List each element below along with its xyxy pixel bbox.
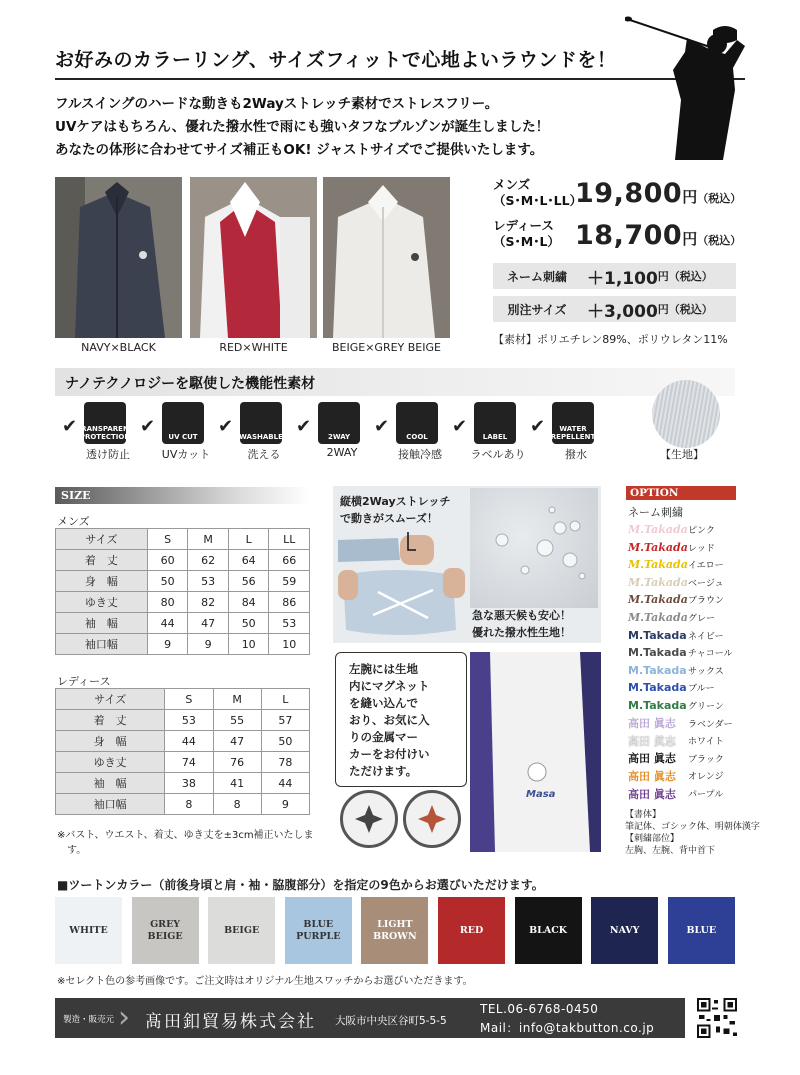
fabric-swatch bbox=[652, 380, 720, 448]
option-note-line: 【刺繍部位】 bbox=[625, 834, 680, 844]
table-header-cell: サイズ bbox=[56, 529, 148, 550]
magnet-line: カーをお付けい bbox=[349, 747, 430, 761]
fabric-caption: 【生地】 bbox=[660, 448, 704, 461]
table-header-cell: LL bbox=[269, 529, 310, 550]
embroidery-item bbox=[628, 750, 738, 767]
option-price-name-embroidery bbox=[493, 263, 736, 289]
magnet-line: おり、お気に入 bbox=[349, 713, 430, 727]
embroidery-color-name: ネイビー bbox=[688, 631, 724, 642]
table-row bbox=[56, 592, 310, 613]
table-row bbox=[56, 731, 310, 752]
option-title: OPTION bbox=[626, 486, 736, 500]
table-header-cell: M bbox=[213, 689, 261, 710]
mens-table-label: メンズ bbox=[57, 515, 90, 528]
embroidery-sample: 高田 眞志 bbox=[628, 769, 676, 783]
embroidery-item bbox=[628, 732, 738, 749]
option-value: ＋1,100 bbox=[587, 268, 658, 289]
table-cell: 着 丈 bbox=[56, 710, 165, 731]
embroidery-sample: M.Takada bbox=[628, 611, 688, 624]
embroidery-item bbox=[628, 662, 738, 679]
table-header-row bbox=[56, 689, 310, 710]
table-cell: 44 bbox=[147, 613, 188, 634]
color-swatch: BEIGE bbox=[208, 897, 275, 964]
embroidery-color-name: パープル bbox=[688, 790, 724, 800]
table-cell: 10 bbox=[228, 634, 269, 655]
table-cell: 袖 幅 bbox=[56, 613, 148, 634]
feature-caption: 撥水 bbox=[565, 448, 587, 461]
table-header-cell: M bbox=[188, 529, 229, 550]
table-cell: 66 bbox=[269, 550, 310, 571]
metal-marker-2 bbox=[403, 790, 461, 848]
magnet-line: ただけます。 bbox=[349, 764, 418, 778]
ladies-label: レディース bbox=[493, 218, 554, 233]
tax-note: （税込） bbox=[668, 303, 713, 316]
embroidery-color-name: イエロー bbox=[688, 561, 724, 572]
check-icon: ✔ bbox=[374, 416, 390, 437]
check-icon: ✔ bbox=[218, 416, 234, 437]
table-cell: 74 bbox=[165, 752, 213, 773]
table-cell: 9 bbox=[147, 634, 188, 655]
feature-icon: TRANSPARENT PROTECTION bbox=[84, 402, 126, 444]
ladies-price-value: 18,700 bbox=[575, 220, 683, 251]
company-tel: TEL.06-6768-0450 bbox=[480, 1002, 599, 1016]
size-note-line: す。 bbox=[57, 845, 87, 856]
photo-navy-black bbox=[55, 177, 182, 338]
table-cell: 55 bbox=[213, 710, 261, 731]
feature-icon: WATER REPELLENT bbox=[552, 402, 594, 444]
size-section-bar: SIZE bbox=[55, 487, 310, 504]
embroidery-color-name: レッド bbox=[688, 543, 715, 554]
table-cell: 9 bbox=[188, 634, 229, 655]
color-swatch: WHITE bbox=[55, 897, 122, 964]
magnet-line: りの金属マー bbox=[349, 730, 418, 744]
yen: 円 bbox=[682, 230, 698, 248]
feature-icon: WASHABLE bbox=[240, 402, 282, 444]
color-swatch: BLUE PURPLE bbox=[285, 897, 352, 964]
table-row bbox=[56, 613, 310, 634]
water-drops-image bbox=[470, 488, 598, 608]
marker-emblem-icon bbox=[415, 802, 449, 836]
table-header-cell: サイズ bbox=[56, 689, 165, 710]
table-cell: 78 bbox=[261, 752, 309, 773]
table-cell: 60 bbox=[147, 550, 188, 571]
table-cell: 86 bbox=[269, 592, 310, 613]
table-cell: 76 bbox=[213, 752, 261, 773]
headline: お好みのカラーリング、サイズフィットで心地よいラウンドを！ bbox=[55, 49, 617, 71]
embroidery-color-name: チャコール bbox=[688, 649, 733, 660]
feature-icon: UV CUT bbox=[162, 402, 204, 444]
table-row bbox=[56, 794, 310, 815]
mens-price bbox=[575, 178, 741, 209]
table-cell: 50 bbox=[147, 571, 188, 592]
color-swatch: BLUE bbox=[668, 897, 735, 964]
table-cell: 44 bbox=[165, 731, 213, 752]
embroidery-sample: M.Takada bbox=[628, 646, 687, 660]
two-tone-note: ※セレクト色の参考画像です。ご注文時はオリジナル生地スワッチからお選びいただきます。 bbox=[57, 976, 473, 987]
table-cell: 袖口幅 bbox=[56, 634, 148, 655]
table-header-cell: L bbox=[228, 529, 269, 550]
table-row bbox=[56, 550, 310, 571]
table-row bbox=[56, 634, 310, 655]
option-subtitle: ネーム刺繍 bbox=[628, 506, 683, 519]
option-price-custom-size bbox=[493, 296, 736, 322]
photo-beige-grey-beige bbox=[323, 177, 450, 338]
table-cell: 41 bbox=[213, 773, 261, 794]
table-header-row bbox=[56, 529, 310, 550]
size-note bbox=[57, 828, 327, 858]
embroidery-sample: M.Takada bbox=[628, 681, 687, 695]
mens-sizes: （S･M･L･LL） bbox=[493, 193, 583, 208]
table-cell: 50 bbox=[228, 613, 269, 634]
table-cell: ゆき丈 bbox=[56, 752, 165, 773]
table-cell: ゆき丈 bbox=[56, 592, 148, 613]
mens-price-value: 19,800 bbox=[575, 178, 683, 209]
table-cell: 袖口幅 bbox=[56, 794, 165, 815]
option-value: ＋3,000 bbox=[587, 301, 658, 322]
table-header-cell: S bbox=[165, 689, 213, 710]
check-icon: ✔ bbox=[62, 416, 78, 437]
embroidery-sample: M.Takada bbox=[628, 628, 687, 642]
table-cell: 身 幅 bbox=[56, 571, 148, 592]
embroidery-sample: M.Takada bbox=[628, 540, 688, 554]
embroidery-sample: M.Takada bbox=[628, 523, 688, 536]
table-row bbox=[56, 752, 310, 773]
table-cell: 38 bbox=[165, 773, 213, 794]
mens-size-table bbox=[55, 528, 310, 655]
yen: 円 bbox=[657, 303, 669, 316]
intro-line: UVケアはもちろん、優れた撥水性で雨にも強いタフなブルゾンが誕生しました！ bbox=[55, 119, 550, 135]
table-cell: 62 bbox=[188, 550, 229, 571]
embroidery-item bbox=[628, 521, 738, 538]
embroidery-sample: M.Takada bbox=[628, 663, 687, 677]
table-cell: 袖 幅 bbox=[56, 773, 165, 794]
company-name: 髙田釦貿易株式会社 bbox=[145, 1012, 316, 1032]
embroidery-sample: 高田 眞志 bbox=[628, 787, 676, 801]
option-label: ネーム刺繍 bbox=[506, 269, 567, 284]
option-notes bbox=[625, 809, 760, 857]
embroidery-color-name: グレー bbox=[688, 614, 716, 624]
feature-icon: COOL bbox=[396, 402, 438, 444]
feature-caption: 2WAY bbox=[326, 446, 358, 459]
check-icon: ✔ bbox=[452, 416, 468, 437]
feature-caption: ラベルあり bbox=[470, 448, 526, 461]
embroidery-sample: 高田 眞志 bbox=[628, 734, 676, 748]
feature-caption: 透け防止 bbox=[86, 448, 130, 461]
embroidery-item bbox=[628, 715, 738, 732]
embroidery-color-name: ピンク bbox=[688, 526, 715, 536]
table-row bbox=[56, 571, 310, 592]
table-cell: 82 bbox=[188, 592, 229, 613]
table-cell: 10 bbox=[269, 634, 310, 655]
two-tone-title: ■ツートンカラー（前後身頃と肩・袖・脇腹部分）を指定の9色からお選びいただけます。 bbox=[57, 878, 544, 892]
embroidery-color-name: ベージュ bbox=[688, 578, 724, 589]
ladies-sizes: （S･M･L） bbox=[493, 234, 560, 249]
photo-caption: RED×WHITE bbox=[219, 341, 288, 354]
stretch-fabric-image bbox=[338, 530, 468, 640]
embroidery-item bbox=[628, 679, 738, 696]
embroidery-item bbox=[628, 627, 738, 644]
table-header-cell: L bbox=[261, 689, 309, 710]
table-cell: 50 bbox=[261, 731, 309, 752]
intro-text bbox=[55, 93, 655, 162]
footer bbox=[55, 998, 685, 1038]
maker-label: 製造・販売元 bbox=[63, 1015, 115, 1025]
embroidery-color-name: ブラウン bbox=[688, 596, 725, 607]
feature-icon: 2WAY bbox=[318, 402, 360, 444]
color-swatch: GREY BEIGE bbox=[132, 897, 199, 964]
metal-marker-1 bbox=[340, 790, 398, 848]
check-icon: ✔ bbox=[530, 416, 546, 437]
tax-note: （税込） bbox=[668, 270, 713, 283]
photo-red-white bbox=[190, 177, 317, 338]
table-cell: 59 bbox=[269, 571, 310, 592]
intro-line: フルスイングのハードな動きも2Wayストレッチ素材でストレスフリー。 bbox=[55, 96, 499, 112]
sleeve-photo bbox=[470, 652, 601, 852]
embroidery-item bbox=[628, 697, 738, 714]
feature-caption: UVカット bbox=[161, 448, 211, 461]
table-cell: 53 bbox=[165, 710, 213, 731]
ladies-size-table bbox=[55, 688, 310, 815]
embroidery-sample: M.Takada bbox=[628, 575, 688, 589]
option-note-line: 【書体】 bbox=[625, 810, 662, 820]
tax-note: （税込） bbox=[697, 234, 742, 247]
table-cell: 64 bbox=[228, 550, 269, 571]
table-cell: 53 bbox=[188, 571, 229, 592]
table-cell: 9 bbox=[261, 794, 309, 815]
embroidery-item bbox=[628, 574, 738, 591]
company-address: 大阪市中央区谷町5-5-5 bbox=[335, 1015, 447, 1027]
embroidery-sample: M.Takada bbox=[628, 593, 688, 607]
table-header-cell: S bbox=[147, 529, 188, 550]
embroidery-color-name: ブルー bbox=[688, 684, 715, 695]
company-mail: Mail：info@takbutton.co.jp bbox=[480, 1021, 655, 1035]
ladies-price bbox=[575, 220, 741, 251]
embroidery-item bbox=[628, 785, 738, 802]
option-note-line: 筆記体、ゴシック体、明朝体漢字 bbox=[625, 822, 760, 832]
table-cell: 8 bbox=[213, 794, 261, 815]
yen: 円 bbox=[682, 188, 698, 206]
embroidery-color-name: グリーン bbox=[688, 702, 724, 712]
embroidery-color-name: サックス bbox=[688, 666, 724, 677]
embroidery-item bbox=[628, 591, 738, 608]
rain-line: 優れた撥水性生地！ bbox=[472, 626, 571, 639]
mens-price-row bbox=[493, 177, 582, 209]
table-cell: 身 幅 bbox=[56, 731, 165, 752]
tax-note: （税込） bbox=[697, 192, 742, 205]
ladies-table-label: レディース bbox=[57, 675, 111, 688]
material-note: 【素材】ポリエチレン89%、ポリウレタン11% bbox=[493, 333, 728, 346]
color-swatch: RED bbox=[438, 897, 505, 964]
embroidery-item bbox=[628, 644, 738, 661]
embroidery-item bbox=[628, 609, 738, 626]
embroidery-color-name: ブラック bbox=[688, 754, 724, 765]
stretch-text bbox=[340, 493, 451, 527]
sleeve-name: Masa bbox=[526, 789, 556, 800]
chevron-right-icon: › bbox=[118, 1000, 130, 1035]
stretch-line: 縦横2Wayストレッチ bbox=[340, 495, 451, 508]
table-cell: 着 丈 bbox=[56, 550, 148, 571]
feature-caption: 接触冷感 bbox=[398, 448, 442, 461]
table-row bbox=[56, 773, 310, 794]
table-cell: 84 bbox=[228, 592, 269, 613]
color-swatch: NAVY bbox=[591, 897, 658, 964]
magnet-text bbox=[349, 661, 459, 780]
table-cell: 47 bbox=[213, 731, 261, 752]
check-icon: ✔ bbox=[140, 416, 156, 437]
marker-emblem-icon bbox=[352, 802, 386, 836]
size-note-line: ※バスト、ウエスト、着丈、ゆき丈を±3cm補正いたしま bbox=[57, 830, 314, 841]
check-icon: ✔ bbox=[296, 416, 312, 437]
table-row bbox=[56, 710, 310, 731]
rain-line: 急な悪天候も安心！ bbox=[472, 609, 571, 622]
color-swatch: LIGHT BROWN bbox=[361, 897, 428, 964]
table-cell: 53 bbox=[269, 613, 310, 634]
photo-caption: BEIGE×GREY BEIGE bbox=[332, 341, 441, 354]
magnet-line: 内にマグネット bbox=[349, 679, 430, 693]
photo-caption: NAVY×BLACK bbox=[81, 341, 156, 354]
embroidery-color-name: ラベンダー bbox=[688, 719, 733, 730]
embroidery-item bbox=[628, 539, 738, 556]
ladies-price-row bbox=[493, 218, 560, 250]
color-swatch: BLACK bbox=[515, 897, 582, 964]
embroidery-sample: M.Takada bbox=[628, 558, 688, 572]
table-cell: 44 bbox=[261, 773, 309, 794]
nano-title: ナノテクノロジーを駆使した機能性素材 bbox=[65, 376, 316, 392]
magnet-line: を縫い込んで bbox=[349, 696, 418, 710]
table-cell: 80 bbox=[147, 592, 188, 613]
yen: 円 bbox=[657, 270, 669, 283]
water-repellent-text bbox=[472, 607, 571, 641]
option-label: 別注サイズ bbox=[507, 302, 567, 317]
option-note-line: 左胸、左腕、背中首下 bbox=[625, 846, 716, 856]
table-cell: 56 bbox=[228, 571, 269, 592]
feature-caption: 洗える bbox=[247, 448, 281, 461]
intro-line: あなたの体形に合わせてサイズ補正もOK! ジャストサイズでご提供いたします。 bbox=[55, 142, 544, 158]
stretch-line: で動きがスムーズ！ bbox=[340, 512, 438, 525]
embroidery-sample: M.Takada bbox=[628, 699, 687, 712]
embroidery-color-name: ホワイト bbox=[688, 737, 724, 748]
embroidery-item bbox=[628, 556, 738, 573]
qr-code-icon[interactable] bbox=[697, 998, 737, 1038]
magnet-line: 左腕には生地 bbox=[349, 662, 418, 676]
table-cell: 47 bbox=[188, 613, 229, 634]
embroidery-sample: 高田 眞志 bbox=[628, 752, 676, 766]
embroidery-color-name: オレンジ bbox=[688, 772, 724, 783]
embroidery-item bbox=[628, 767, 738, 784]
mens-label: メンズ bbox=[493, 177, 531, 192]
feature-icon: LABEL bbox=[474, 402, 516, 444]
table-cell: 57 bbox=[261, 710, 309, 731]
table-cell: 8 bbox=[165, 794, 213, 815]
embroidery-sample: 高田 眞志 bbox=[628, 717, 676, 731]
